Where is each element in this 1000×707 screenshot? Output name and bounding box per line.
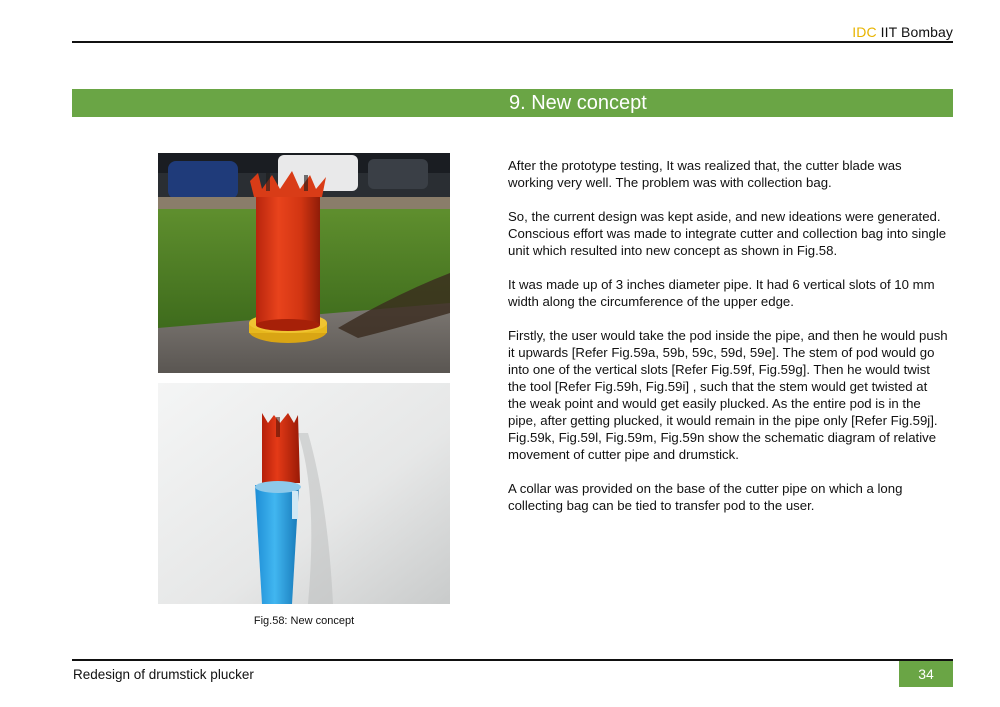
header-rule	[72, 41, 953, 43]
page-number-badge: 34	[899, 661, 953, 687]
footer-title: Redesign of drumstick plucker	[73, 667, 254, 682]
footer-rule	[72, 659, 953, 661]
figure-caption: Fig.58: New concept	[253, 615, 355, 627]
section-title: 9. New concept	[509, 92, 647, 114]
red-cutter-pipe-on-ledge-photo	[158, 153, 450, 373]
brand-iit: IIT Bombay	[880, 24, 953, 40]
paragraph-new-ideations: So, the current design was kept aside, and new ideations were generated. Conscious effort was made to integrate cutter and collection bag into single unit which resulted into new concept as shown in Fig.58.	[508, 209, 947, 258]
header-brand	[852, 24, 953, 40]
paragraph-collar: A collar was provided on the base of the cutter pipe on which a long collecting bag can be tied to transfer pod to the user.	[508, 481, 903, 513]
cutter-pipe-on-blue-pole-photo	[158, 383, 450, 604]
paragraph-pipe-dimensions: It was made up of 3 inches diameter pipe. It had 6 vertical slots of 10 mm width along the circumference of the upper edge.	[508, 277, 935, 309]
brand-idc: IDC	[852, 24, 877, 40]
paragraph-usage-steps: Firstly, the user would take the pod inside the pipe, and then he would push it upwards [Refer Fig.59a, 59b, 59c, 59d, 59e]. The stem of pod would go into one of the vertical slots [Refer Fig.59f, Fig.59g]. Then he would twist the tool [Refer Fig.59h, Fig.59i] , such that the stem would get twisted at the weak point and would get easily plucked. As the entire pod is in the pipe, after getting plucked, it would remain in the pipe only [Refer Fig.59j].	[508, 328, 948, 428]
paragraph-prototype-testing: After the prototype testing, It was realized that, the cutter blade was working very well. The problem was with collection bag.	[508, 158, 902, 190]
body-text	[508, 157, 948, 531]
paragraph-schematic-reference: Fig.59k, Fig.59l, Fig.59m, Fig.59n show the schematic diagram of relative movement of cutter pipe and drumstick.	[508, 430, 937, 462]
